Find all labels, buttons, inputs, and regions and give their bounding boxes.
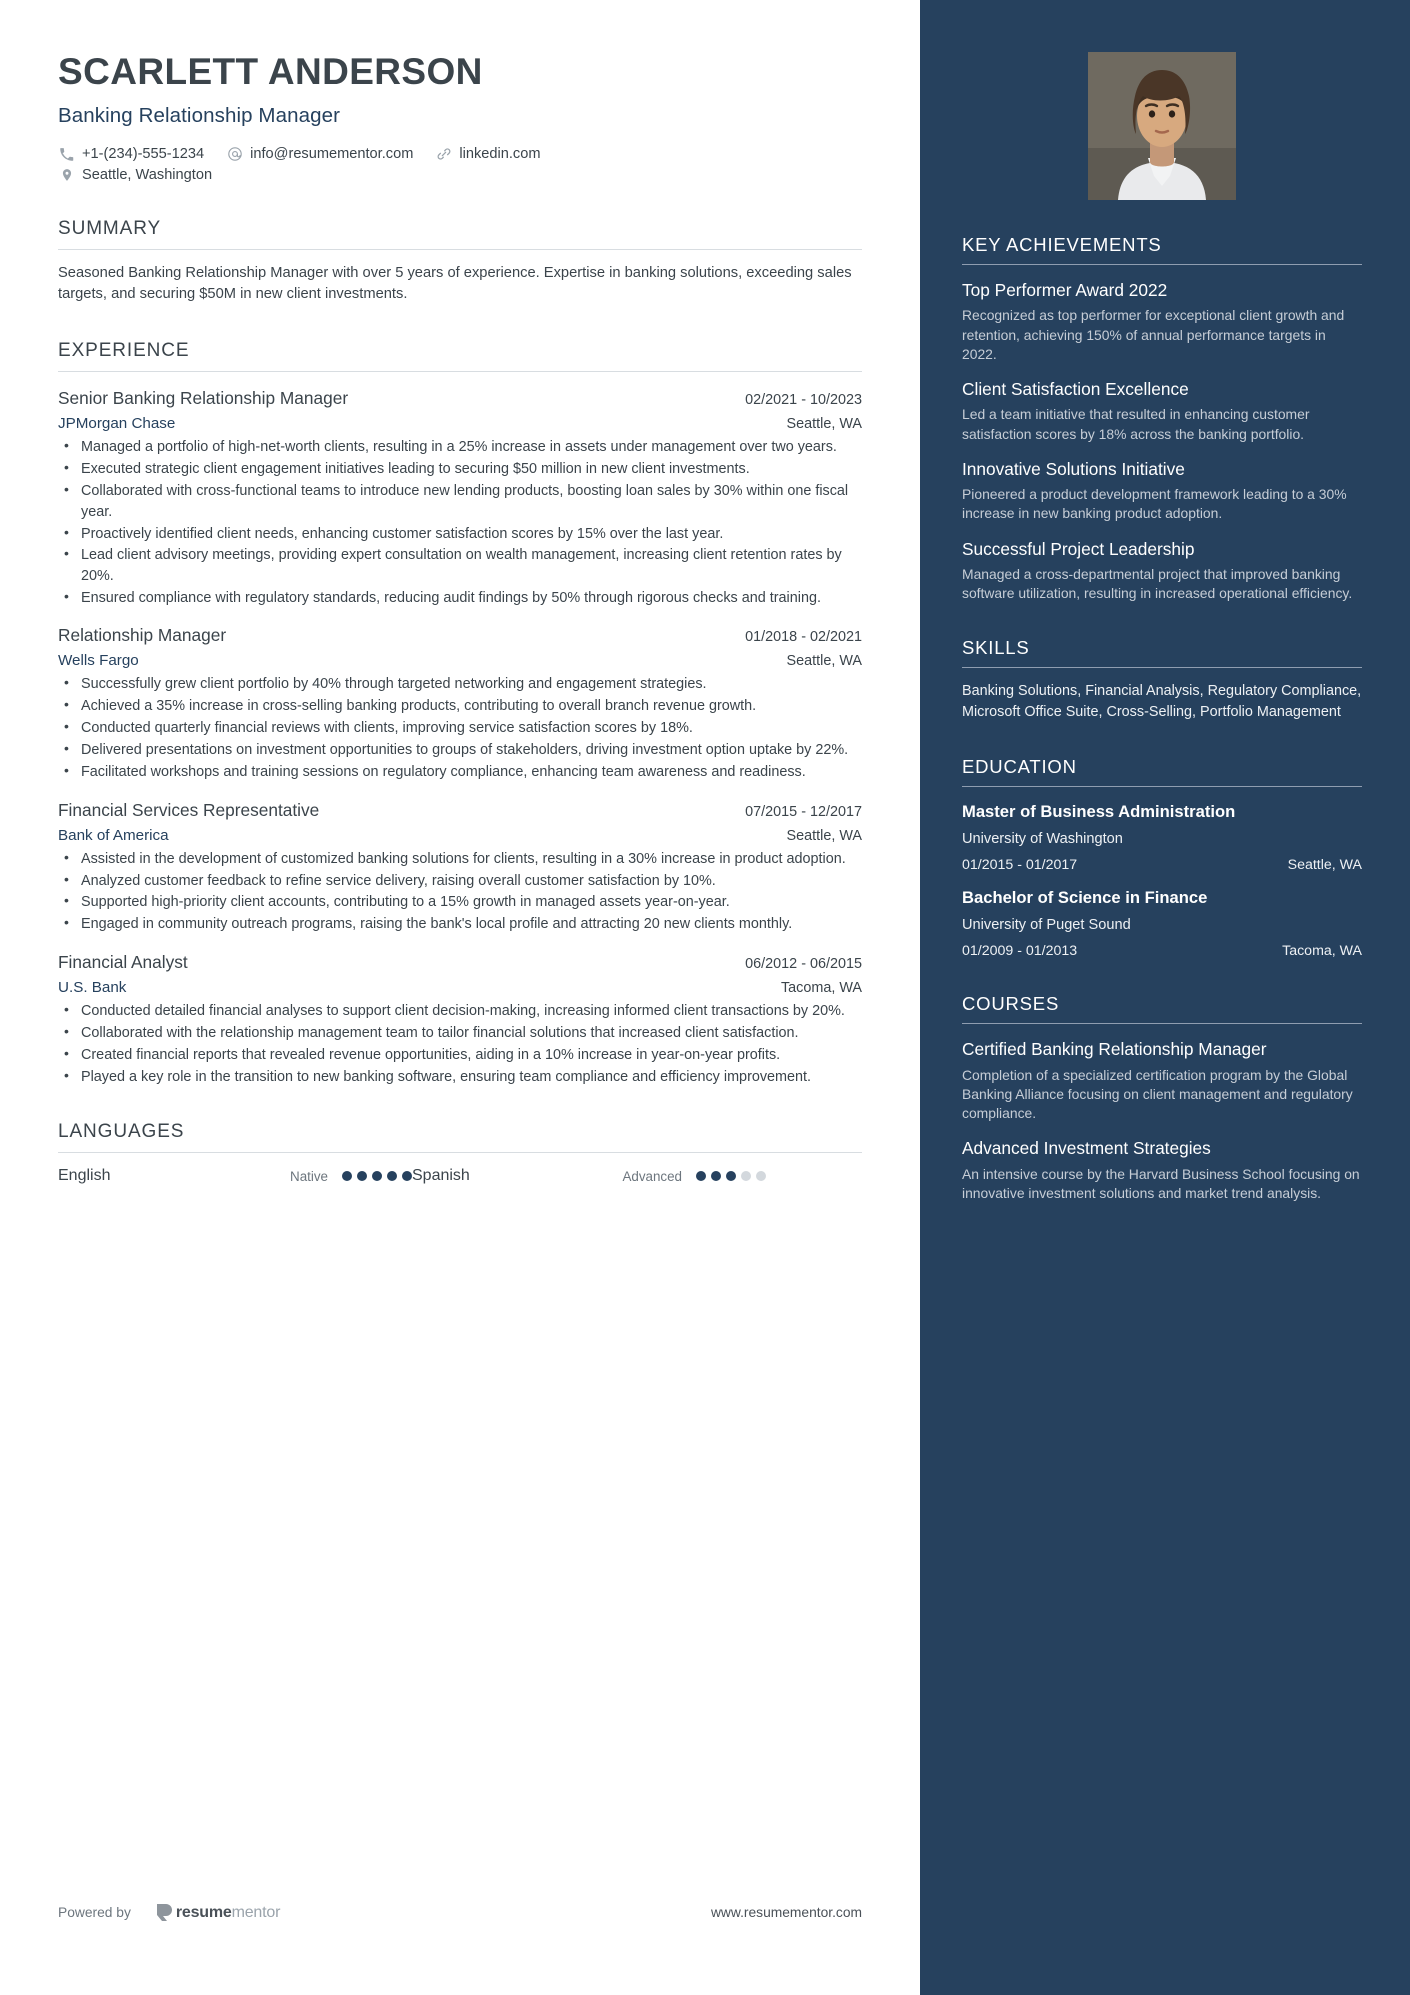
footer: [58, 1903, 862, 1922]
achievement-item: [962, 459, 1362, 524]
experience-bullet: • Assisted in the development of customized banking solutions for clients, resulting in a 30% increase in product adoption.: [58, 849, 862, 869]
achievements-section: [962, 234, 1362, 603]
experience-heading: EXPERIENCE: [58, 340, 190, 362]
experience-bullet: • Created financial reports that revealed revenue opportunities, aiding in a 10% increase in year-on-year profits.: [58, 1045, 862, 1065]
sidebar: [920, 0, 1410, 1995]
contact-row-location: [58, 167, 862, 184]
experience-bullet: • Lead client advisory meetings, providing expert consultation on wealth management, increasing client retention rates by 20%.: [58, 545, 862, 586]
job-role-subtitle: Banking Relationship Manager: [58, 103, 341, 127]
experience-bullet: • Ensured compliance with regulatory standards, reducing audit findings by 50% through rigorous checks and training.: [58, 588, 862, 608]
summary-heading: SUMMARY: [58, 217, 162, 239]
experience-company: Wells Fargo: [58, 652, 139, 670]
achievement-title: Top Performer Award 2022: [962, 280, 1168, 300]
course-item: [962, 1039, 1362, 1123]
experience-bullet: • Analyzed customer feedback to refine service delivery, raising overall customer satisfaction by 10%.: [58, 871, 862, 891]
experience-item: [58, 952, 862, 1087]
language-rating-dot: [711, 1171, 721, 1181]
experience-bullets: [58, 437, 862, 608]
language-rating-dot: [342, 1171, 352, 1181]
achievement-description: Pioneered a product development framework leading to a 30% increase in new banking product adoption.: [962, 486, 1347, 522]
contact-location: [58, 167, 212, 184]
education-dates: 01/2015 - 01/2017: [962, 856, 1078, 873]
language-rating-dot: [741, 1171, 751, 1181]
summary-text: Seasoned Banking Relationship Manager with over 5 years of experience. Expertise in banking solutions, exceeding sales targets, and securing $50M in new client investments.: [58, 264, 852, 303]
achievement-title: Innovative Solutions Initiative: [962, 458, 1185, 479]
education-dates: 01/2009 - 01/2013: [962, 943, 1078, 960]
experience-bullet: • Delivered presentations on investment opportunities to groups of stakeholders, driving investment option uptake by 22%.: [58, 740, 862, 760]
skills-text: Banking Solutions, Financial Analysis, Regulatory Compliance, Microsoft Office Suite, Cross-Selling, Portfolio Management: [962, 683, 1362, 720]
achievement-item: [962, 379, 1362, 444]
experience-item: [58, 625, 862, 782]
language-rating-dot: [372, 1171, 382, 1181]
course-description: Completion of a specialized certification program by the Global Banking Alliance focusing on client management and regulatory compliance.: [962, 1066, 1353, 1122]
powered-by-label: Powered by: [58, 1905, 131, 1920]
courses-divider: [962, 1023, 1362, 1024]
education-meta-row: [962, 857, 1362, 873]
footer-website[interactable]: www.resumementor.com: [710, 1905, 862, 1920]
experience-bullet: • Conducted quarterly financial reviews with clients, improving service satisfaction scores by 18%.: [58, 718, 862, 738]
experience-title-row: [58, 625, 862, 646]
experience-bullet: • Collaborated with cross-functional teams to introduce new lending products, boosting loan sales by 30% within one fiscal year.: [58, 481, 862, 522]
contact-linkedin[interactable]: [435, 146, 540, 163]
education-degree: Master of Business Administration: [962, 801, 1236, 821]
contact-linkedin-text: linkedin.com: [459, 146, 541, 163]
language-item: [412, 1167, 766, 1185]
page-title: SCARLETT ANDERSON: [58, 51, 483, 92]
email-icon: [226, 146, 243, 163]
avatar-wrapper: [962, 52, 1362, 200]
achievement-title: Client Satisfaction Excellence: [962, 379, 1189, 399]
experience-bullets: [58, 674, 862, 782]
experience-item: [58, 388, 862, 608]
education-heading: EDUCATION: [962, 755, 1077, 777]
languages-divider: [58, 1152, 862, 1153]
experience-dates: 07/2015 - 12/2017: [745, 803, 862, 820]
experience-company: JPMorgan Chase: [58, 415, 176, 433]
experience-title-row: [58, 388, 862, 409]
experience-bullet: • Successfully grew client portfolio by 40% through targeted networking and engagement strategies.: [58, 674, 862, 694]
education-item: [962, 801, 1362, 873]
experience-divider: [58, 371, 862, 372]
experience-section: [58, 340, 862, 1087]
summary-divider: [58, 249, 862, 250]
language-rating-dot: [402, 1171, 412, 1181]
experience-dates: 01/2018 - 02/2021: [745, 629, 862, 646]
course-description: An intensive course by the Harvard Business School focusing on innovative investment solutions and market trend analysis.: [962, 1165, 1360, 1201]
language-rating-dot: [357, 1171, 367, 1181]
course-title: Certified Banking Relationship Manager: [962, 1039, 1267, 1060]
experience-company: U.S. Bank: [58, 978, 127, 996]
achievement-item: [962, 280, 1362, 364]
experience-job-title: Relationship Manager: [58, 625, 227, 646]
experience-company-row: [58, 979, 862, 996]
experience-bullet: • Supported high-priority client accounts, contributing to a 15% growth in managed assets year-on-year.: [58, 892, 862, 912]
language-level: Native: [290, 1168, 328, 1184]
experience-bullet: • Executed strategic client engagement initiatives leading to securing $50 million in new client investments.: [58, 459, 862, 479]
experience-bullets: [58, 1001, 862, 1087]
skills-divider: [962, 667, 1362, 668]
experience-location: Tacoma, WA: [780, 979, 862, 996]
experience-bullet: • Collaborated with the relationship management team to tailor financial solutions that increased client satisfaction.: [58, 1023, 862, 1043]
course-title: Advanced Investment Strategies: [962, 1138, 1211, 1159]
experience-title-row: [58, 952, 862, 973]
achievement-description: Managed a cross-departmental project that improved banking software utilization, resulting in increased operational efficiency.: [962, 566, 1353, 602]
contact-email-text: info@resumementor.com: [250, 146, 414, 163]
language-rating: [696, 1171, 766, 1181]
experience-bullet: • Engaged in community outreach programs, raising the bank's local profile and attracting 20 new clients monthly.: [58, 914, 862, 934]
phone-icon: [58, 146, 75, 163]
courses-list: [962, 1039, 1362, 1203]
experience-job-title: Financial Services Representative: [58, 799, 320, 820]
experience-location: Seattle, WA: [786, 653, 862, 670]
language-name: Spanish: [412, 1167, 470, 1185]
experience-title-row: [58, 800, 862, 821]
language-item: [58, 1167, 412, 1185]
language-name: English: [58, 1167, 111, 1185]
experience-company-row: [58, 415, 862, 432]
contact-row-primary: [58, 146, 862, 163]
achievement-description: Recognized as top performer for exceptional client growth and retention, achieving 150% of annual performance targets in 2022.: [962, 307, 1345, 362]
achievements-heading: KEY ACHIEVEMENTS: [962, 234, 1162, 255]
experience-bullets: [58, 849, 862, 935]
education-section: [962, 756, 1362, 959]
resumementor-wordmark: resumementor: [175, 1903, 281, 1921]
courses-heading: COURSES: [962, 993, 1060, 1015]
experience-dates: 02/2021 - 10/2023: [745, 392, 862, 409]
course-item: [962, 1138, 1362, 1203]
experience-job-title: Senior Banking Relationship Manager: [58, 388, 349, 409]
language-rating-dot: [387, 1171, 397, 1181]
languages-heading: LANGUAGES: [58, 1121, 185, 1143]
education-degree: Bachelor of Science in Finance: [962, 887, 1208, 907]
experience-bullet: • Facilitated workshops and training sessions on regulatory compliance, enhancing team awareness and readiness.: [58, 762, 862, 782]
achievements-list: [962, 280, 1362, 603]
education-school: University of Puget Sound: [962, 917, 1131, 934]
location-pin-icon: [58, 167, 75, 184]
experience-location: Seattle, WA: [786, 827, 862, 844]
resumementor-logo: [157, 1903, 280, 1922]
experience-bullet: • Proactively identified client needs, enhancing customer satisfaction scores by 15% over the last year.: [58, 524, 862, 544]
language-rating-dot: [756, 1171, 766, 1181]
achievement-description: Led a team initiative that resulted in enhancing customer satisfaction scores by 18% across the banking portfolio.: [962, 406, 1310, 442]
education-location: Seattle, WA: [1287, 856, 1362, 873]
achievements-divider: [962, 264, 1362, 265]
powered-by-block: [58, 1903, 280, 1922]
link-icon: [435, 146, 452, 163]
experience-bullet: • Played a key role in the transition to new banking software, ensuring team compliance and efficiency improvement.: [58, 1067, 862, 1087]
experience-company-row: [58, 827, 862, 844]
language-rating-dot: [696, 1171, 706, 1181]
contact-info: [58, 146, 862, 184]
language-level: Advanced: [622, 1168, 682, 1184]
education-item: [962, 887, 1362, 959]
resumementor-mark-icon: [157, 1903, 173, 1922]
language-rating: [342, 1171, 412, 1181]
experience-list: [58, 388, 862, 1087]
education-divider: [962, 786, 1362, 787]
contact-email[interactable]: [226, 146, 413, 163]
avatar: [1088, 52, 1236, 200]
achievement-item: [962, 539, 1362, 604]
contact-phone[interactable]: [58, 146, 204, 163]
experience-item: [58, 800, 862, 935]
experience-bullet: • Conducted detailed financial analyses to support client decision-making, increasing informed client transactions by 20%.: [58, 1001, 862, 1021]
language-rating-dot: [726, 1171, 736, 1181]
skills-heading: SKILLS: [962, 637, 1030, 659]
experience-bullet: • Achieved a 35% increase in cross-selling banking products, contributing to overall branch revenue growth.: [58, 696, 862, 716]
experience-bullet: • Managed a portfolio of high-net-worth clients, resulting in a 25% increase in assets under management over two years.: [58, 437, 862, 457]
experience-company: Bank of America: [58, 826, 169, 844]
education-list: [962, 801, 1362, 959]
experience-location: Seattle, WA: [786, 416, 862, 433]
contact-location-text: Seattle, Washington: [82, 167, 213, 184]
education-school: University of Washington: [962, 830, 1123, 847]
experience-dates: 06/2012 - 06/2015: [745, 955, 862, 972]
avatar-portrait-icon: [1088, 52, 1236, 200]
achievement-title: Successful Project Leadership: [962, 538, 1195, 559]
experience-company-row: [58, 652, 862, 669]
languages-section: [58, 1121, 862, 1185]
summary-section: [58, 218, 862, 307]
skills-section: [962, 637, 1362, 721]
courses-section: [962, 993, 1362, 1203]
education-meta-row: [962, 943, 1362, 959]
languages-list: [58, 1167, 862, 1185]
experience-job-title: Financial Analyst: [58, 951, 188, 972]
education-location: Tacoma, WA: [1282, 943, 1362, 960]
contact-phone-text: +1-(234)-555-1234: [82, 146, 205, 163]
